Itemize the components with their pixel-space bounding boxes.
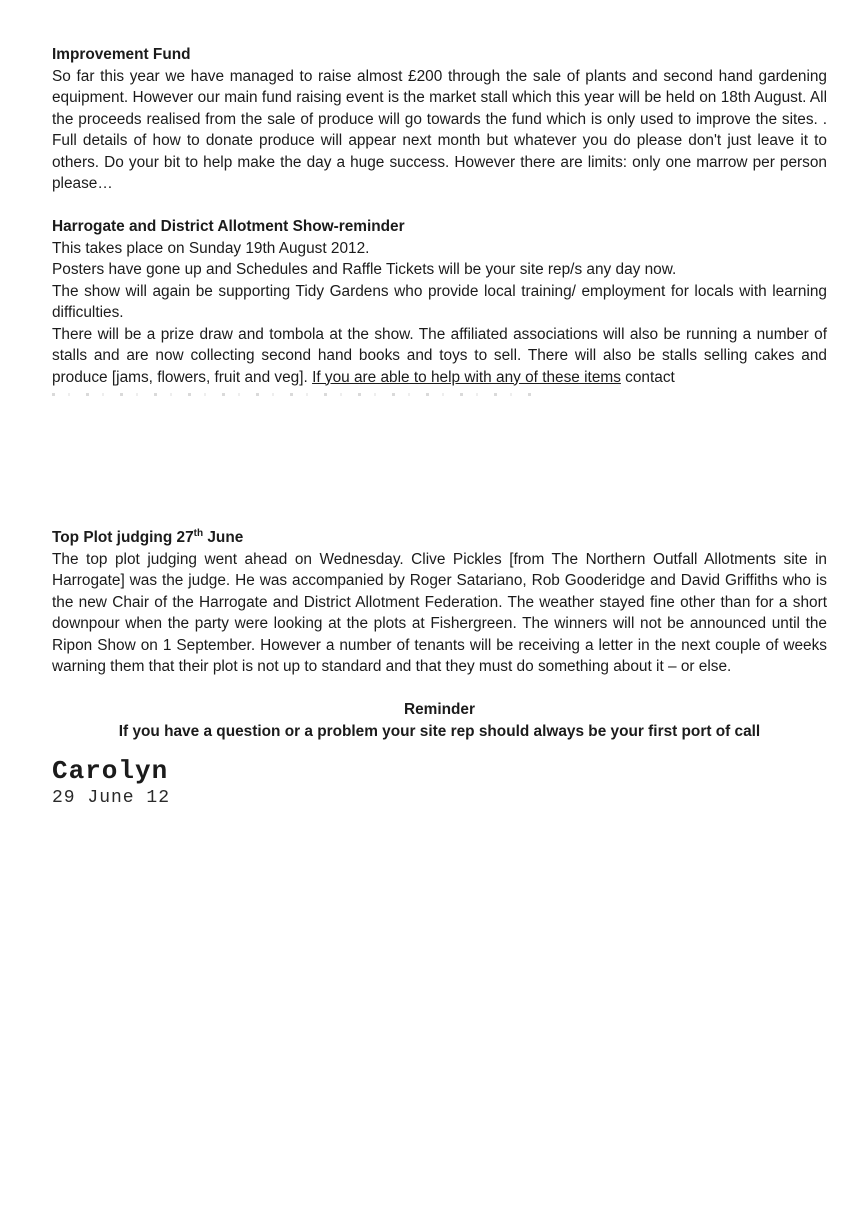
top-plot-body: The top plot judging went ahead on Wednesday. Clive Pickles [from The Northern Outfall Allotments site in Harrogate] was the judge. He was accompanied by Roger Satariano, Rob Gooderidge and David Griffiths who is the new Chair of the Harrogate and District Allotment Federation. The weather stayed fine other than for a short downpour when the party were looking at the plots at Fishergreen. The winners will not be announced until the Ripon Show on 1 September. However a number of tenants will be receiving a letter in the next couple of weeks warning them that their plot is not up to standard and that they must do something about it – or else. xyxy=(52,550,827,675)
top-plot-heading-month: June xyxy=(203,529,244,546)
allotment-show-para1: This takes place on Sunday 19th August 2012. xyxy=(52,239,370,257)
allotment-show-para3: The show will again be supporting Tidy Gardens who provide local training/ employment for locals with learning difficulties. xyxy=(52,282,827,321)
spacer xyxy=(52,195,827,217)
reminder-body: If you have a question or a problem your site rep should always be your first port of call xyxy=(118,722,761,740)
spacer xyxy=(52,742,827,756)
photo-gap xyxy=(52,396,827,527)
top-plot-heading xyxy=(52,527,827,549)
improvement-fund-body: So far this year we have managed to raise almost £200 through the sale of plants and second hand gardening equipment. However our main fund raising event is the market stall which this year will be held on 18th August. All the proceeds realised from the sale of produce will go towards the fund which is only used to improve the sites. . Full details of how to donate produce will appear next month but whatever you do please don't just leave it to others. Do your bit to help make the day a huge success. However there are limits: only one marrow per person please… xyxy=(52,67,827,192)
reminder-heading: Reminder xyxy=(404,701,475,718)
improvement-fund-heading: Improvement Fund xyxy=(52,46,191,63)
section-allotment-show xyxy=(52,216,827,396)
allotment-show-para4-after: contact xyxy=(620,368,675,386)
allotment-show-para4-before: There will be a prize draw and tombola at the show. The affiliated associations will also be running a number of stalls and are now collecting second hand books and toys to sell. There will also be stalls selling cakes and produce [jams, flowers, fruit and veg]. xyxy=(52,325,827,386)
reminder-block xyxy=(52,699,827,742)
clipped-text-remnant xyxy=(52,393,544,396)
top-plot-heading-text: Top Plot judging 27 xyxy=(52,529,194,546)
top-plot-heading-ordinal: th xyxy=(193,527,204,539)
signature-block xyxy=(52,756,827,811)
allotment-show-heading: Harrogate and District Allotment Show-reminder xyxy=(52,218,405,235)
signature-name: Carolyn xyxy=(52,756,169,786)
spacer xyxy=(52,678,827,700)
section-top-plot-judging xyxy=(52,527,827,678)
section-improvement-fund xyxy=(52,44,827,195)
signature-date: 29 June 12 xyxy=(52,788,171,808)
allotment-show-para4-underlined-phrase: If you are able to help with any of these items xyxy=(312,368,621,386)
allotment-show-para2: Posters have gone up and Schedules and Raffle Tickets will be your site rep/s any day now. xyxy=(52,261,677,278)
allotment-show-para4 xyxy=(52,324,827,389)
